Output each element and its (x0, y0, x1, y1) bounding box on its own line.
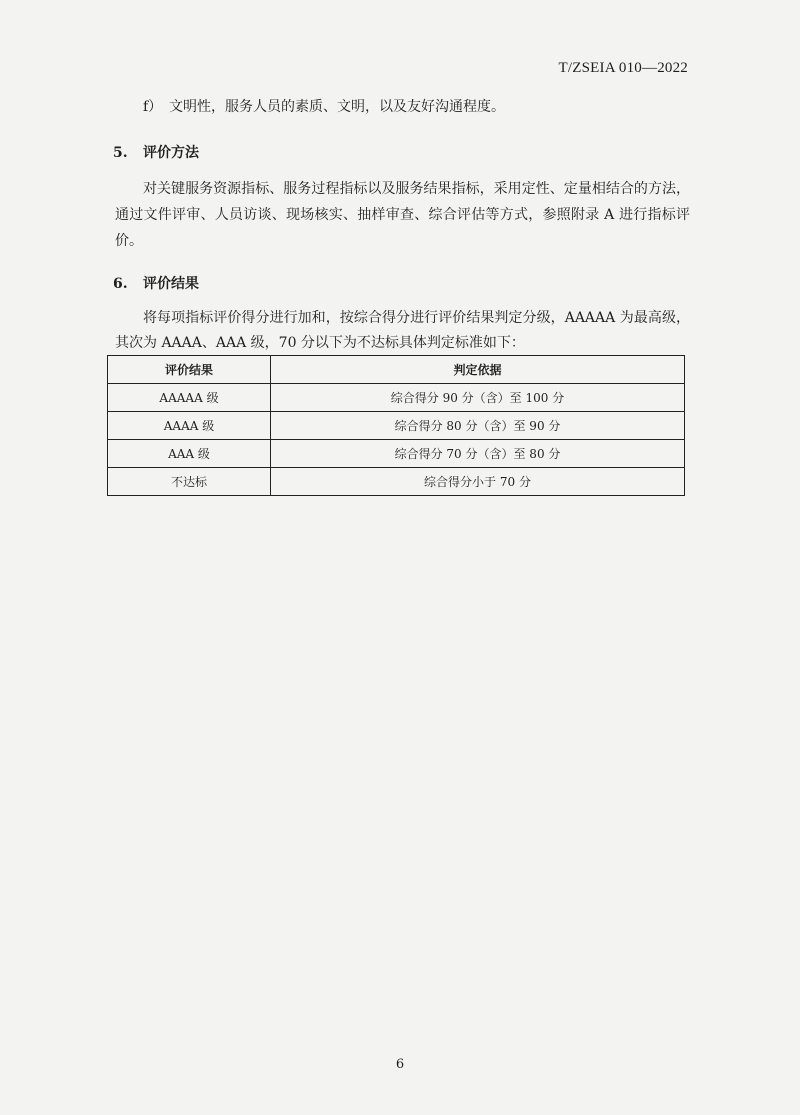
table-header-cell: 评价结果 (108, 356, 271, 384)
table-cell: AAAA 级 (108, 412, 271, 440)
evaluation-result-table (107, 355, 685, 496)
list-item-text: 文明性，服务人员的素质、文明，以及友好沟通程度。 (169, 99, 505, 115)
table-header-row (108, 356, 685, 384)
section-6-paragraph: 将每项指标评价得分进行加和，按综合得分进行评价结果判定分级，AAAAA 为最高级，其次为 AAAA、AAA 级，70 分以下为不达标具体判定标准如下： (115, 310, 690, 351)
table-cell: 不达标 (108, 468, 271, 496)
page-number: 6 (395, 1057, 405, 1072)
table-cell: 综合得分小于 70 分 (271, 468, 685, 496)
table-row (108, 412, 685, 440)
table-row (108, 384, 685, 412)
table-row (108, 440, 685, 468)
list-marker: f） (143, 99, 163, 115)
section-number: 5. (113, 145, 128, 161)
table-header-cell: 判定依据 (271, 356, 685, 384)
table-cell: AAAAA 级 (108, 384, 271, 412)
table-cell: 综合得分 90 分（含）至 100 分 (271, 384, 685, 412)
table-cell: 综合得分 80 分（含）至 90 分 (271, 412, 685, 440)
table-cell: 综合得分 70 分（含）至 80 分 (271, 440, 685, 468)
section-title: 评价方法 (143, 145, 199, 161)
list-item-f (143, 96, 505, 116)
section-title: 评价结果 (143, 276, 199, 292)
section-6-heading (113, 273, 199, 293)
table-cell: AAA 级 (108, 440, 271, 468)
standard-code: T/ZSEIA 010—2022 (558, 60, 688, 76)
table-row (108, 468, 685, 496)
section-5-heading (113, 142, 199, 162)
section-5-paragraph: 对关键服务资源指标、服务过程指标以及服务结果指标，采用定性、定量相结合的方法，通过文件评审、人员访谈、现场核实、抽样审查、综合评估等方式，参照附录 A 进行指标评价。 (115, 181, 690, 249)
section-number: 6. (113, 276, 128, 292)
